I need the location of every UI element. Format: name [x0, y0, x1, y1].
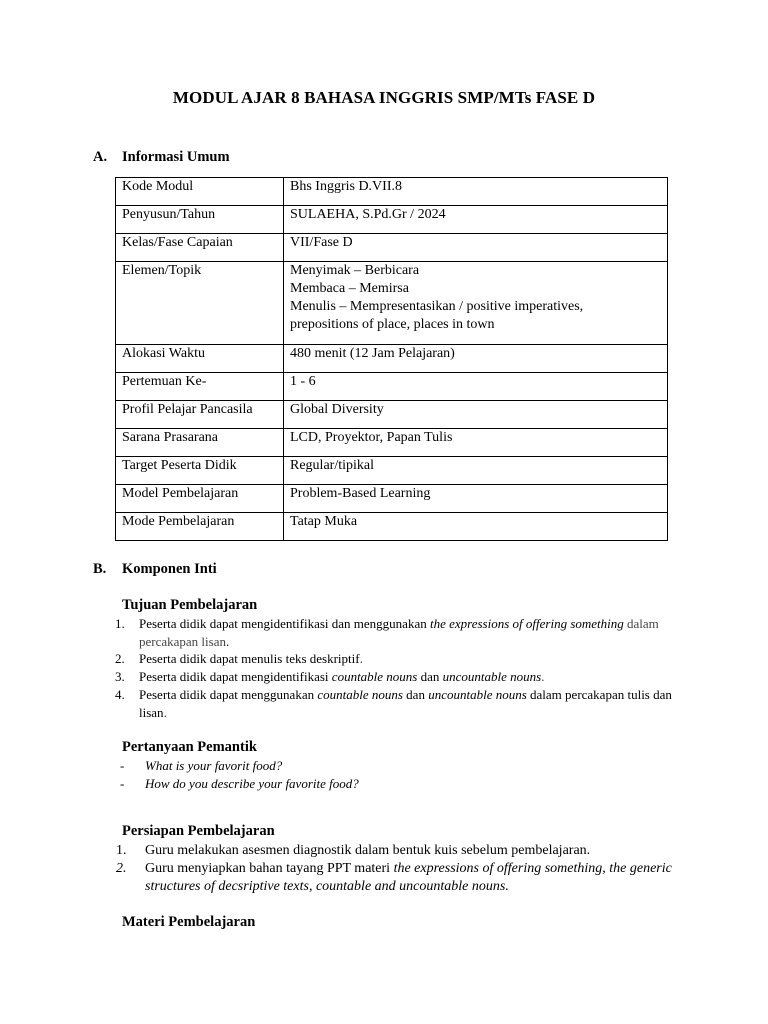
info-table-key: Model Pembelajaran	[116, 485, 284, 513]
section-b-letter: B.	[93, 561, 107, 577]
tujuan-item-text: dalam percakapan tulis dan lisan	[139, 686, 672, 720]
info-table-key: Profil Pelajar Pancasila	[116, 401, 284, 429]
tujuan-item-text: Peserta didik dapat mengidentifikasi	[139, 669, 332, 685]
info-table-value: Bhs Inggris D.VII.8	[284, 178, 668, 206]
tujuan-item-text: Peserta didik dapat menulis teks deskriptif	[139, 651, 360, 667]
persiapan-item-text: ,	[602, 861, 610, 876]
pemantik-item-number: -	[120, 775, 125, 791]
persiapan-item-number: 2.	[116, 861, 127, 876]
section-a-heading	[93, 149, 230, 166]
tujuan-item-text: uncountable nouns	[428, 686, 527, 702]
info-table-row	[116, 373, 668, 401]
info-table-value: Tatap Muka	[284, 513, 668, 541]
pemantik-heading: Pertanyaan Pemantik	[122, 739, 257, 755]
document-title: MODUL AJAR 8 BAHASA INGGRIS SMP/MTs FASE D	[172, 88, 596, 107]
info-table-value-line: Membaca – Memirsa	[290, 281, 409, 296]
info-table	[115, 177, 668, 541]
info-table-value: Problem-Based Learning	[284, 485, 668, 513]
info-table-value-line: Menulis – Mempresentasikan / positive imperatives,	[290, 299, 584, 314]
persiapan-heading: Persiapan Pembelajaran	[122, 823, 275, 839]
tujuan-item	[115, 615, 680, 650]
persiapan-item	[116, 842, 676, 860]
info-table-row	[116, 262, 668, 345]
persiapan-item-text: ,	[308, 879, 316, 894]
info-table-value: Regular/tipikal	[284, 457, 668, 485]
tujuan-item-text: .	[225, 633, 230, 649]
persiapan-item	[116, 860, 676, 896]
persiapan-item-number: 1.	[116, 843, 127, 858]
tujuan-item-text: Peserta didik dapat mengidentifikasi dan menggunakan	[139, 616, 430, 631]
persiapan-item-text: the expressions of offering something	[393, 861, 603, 876]
section-a-title: Informasi Umum	[122, 149, 230, 165]
info-table-value: 1 - 6	[284, 373, 668, 401]
info-table-key: Target Peserta Didik	[116, 457, 284, 485]
pemantik-item-text: How do you describe your favorite food?	[145, 775, 359, 791]
info-table-row	[116, 345, 668, 373]
info-table-key: Kode Modul	[116, 178, 284, 206]
tujuan-heading: Tujuan Pembelajaran	[122, 597, 258, 613]
tujuan-item-number: 2.	[115, 651, 125, 667]
tujuan-item	[115, 668, 680, 686]
section-b-title: Komponen Inti	[122, 561, 217, 577]
info-table-value: LCD, Proyektor, Papan Tulis	[284, 429, 668, 457]
info-table-key: Sarana Prasarana	[116, 429, 284, 457]
tujuan-item-text: the expressions of offering something	[429, 616, 624, 631]
info-table-row	[116, 457, 668, 485]
info-table-key: Penyusun/Tahun	[116, 206, 284, 234]
persiapan-item-text: Guru menyiapkan bahan tayang PPT materi	[145, 861, 394, 876]
persiapan-list	[116, 842, 676, 896]
tujuan-item-text: dan	[402, 686, 429, 702]
info-table-value: VII/Fase D	[284, 234, 668, 262]
info-table-row	[116, 401, 668, 429]
info-table-value-line: Menyimak – Berbicara	[290, 263, 420, 278]
tujuan-item-text: uncountable nouns	[442, 669, 542, 685]
info-table-row	[116, 513, 668, 541]
pemantik-item-text: What is your favorit food?	[145, 758, 283, 773]
tujuan-list	[115, 615, 680, 721]
tujuan-item-text: Peserta didik dapat menggunakan	[139, 686, 318, 702]
pemantik-item-number: -	[120, 758, 125, 773]
section-b-heading	[93, 561, 217, 578]
pemantik-item	[120, 775, 660, 793]
info-table-row	[116, 234, 668, 262]
info-table-row	[116, 178, 668, 206]
tujuan-item	[115, 650, 680, 668]
info-table-value: Global Diversity	[284, 401, 668, 429]
tujuan-item-text: dan	[417, 669, 443, 685]
tujuan-item-text: .	[359, 651, 363, 667]
tujuan-item-number: 4.	[115, 686, 125, 702]
info-table-key: Pertemuan Ke-	[116, 373, 284, 401]
pemantik-list	[120, 757, 660, 792]
section-a-letter: A.	[93, 149, 108, 165]
info-table-value: 480 menit (12 Jam Pelajaran)	[284, 345, 668, 373]
tujuan-item-text: .	[163, 704, 167, 720]
tujuan-item	[115, 686, 680, 721]
info-table-key: Alokasi Waktu	[116, 345, 284, 373]
info-table-value	[284, 262, 668, 345]
info-table-key: Kelas/Fase Capaian	[116, 234, 284, 262]
pemantik-item	[120, 757, 660, 775]
info-table-row	[116, 485, 668, 513]
tujuan-item-number: 3.	[115, 669, 125, 685]
tujuan-item-number: 1.	[115, 616, 125, 631]
tujuan-item-text: .	[541, 669, 545, 685]
tujuan-item-text: countable nouns	[331, 669, 418, 685]
info-table-key: Elemen/Topik	[116, 262, 284, 345]
info-table-row	[116, 429, 668, 457]
info-table-value: SULAEHA, S.Pd.Gr / 2024	[284, 206, 668, 234]
persiapan-item-text: Guru melakukan asesmen diagnostik dalam bentuk kuis sebelum pembelajaran.	[145, 843, 591, 858]
info-table-value-line: prepositions of place, places in town	[290, 317, 495, 332]
persiapan-item-text: countable and uncountable nouns.	[315, 879, 509, 894]
info-table-key: Mode Pembelajaran	[116, 513, 284, 541]
tujuan-item-text: dalam percakapan lisan	[139, 616, 659, 649]
persiapan-item-text: the generic structures of decsriptive texts	[145, 861, 672, 894]
materi-heading: Materi Pembelajaran	[122, 914, 256, 930]
tujuan-item-text: countable nouns	[317, 686, 403, 702]
info-table-row	[116, 206, 668, 234]
